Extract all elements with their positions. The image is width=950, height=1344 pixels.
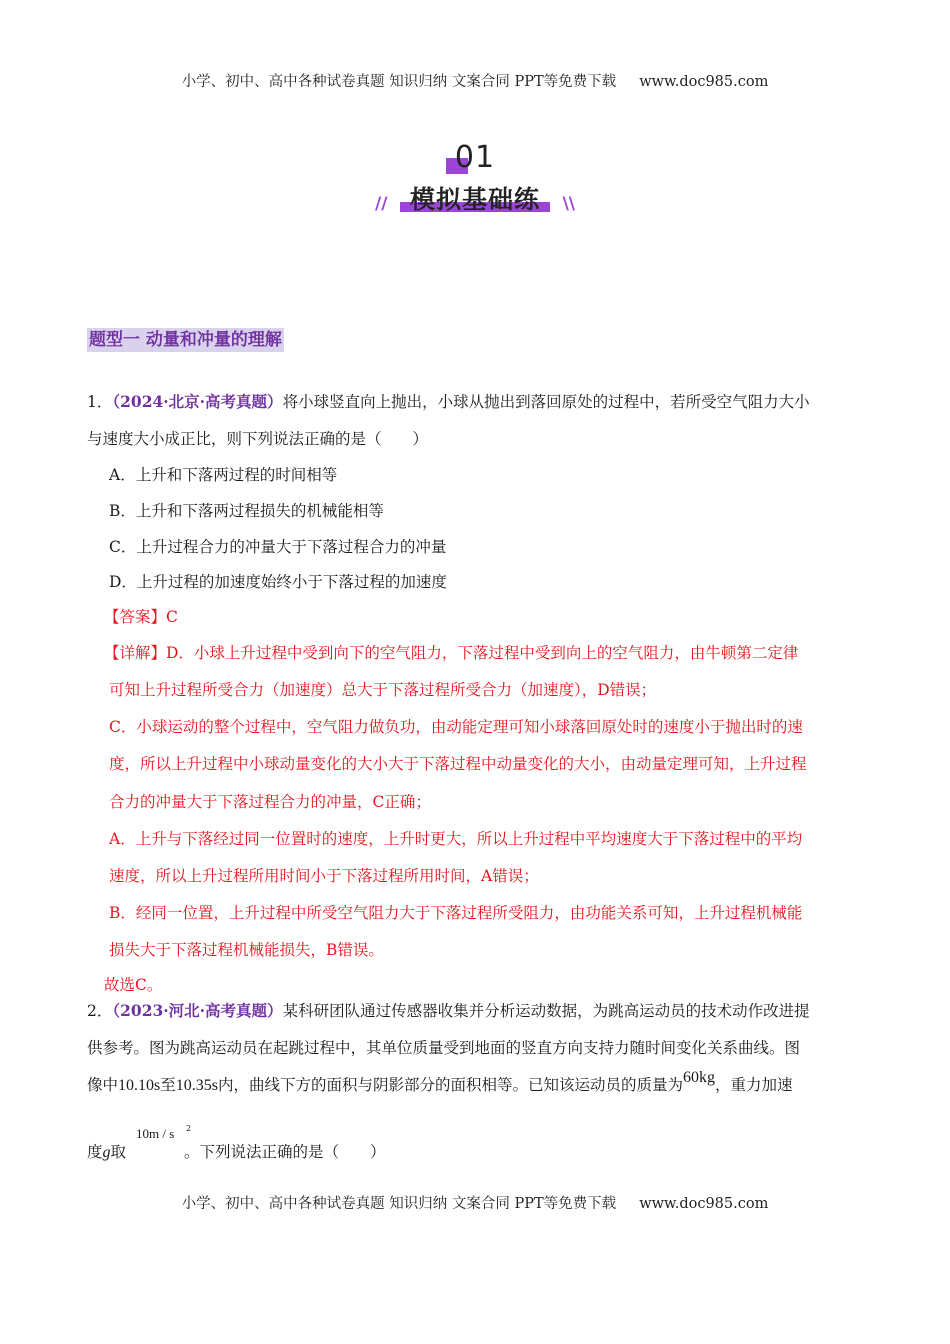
q1-detail-line: C．小球运动的整个过程中，空气阻力做负功，由动能定理可知小球落回原处时的速度小于抛出时的速 (109, 718, 803, 736)
q1-detail-line: 可知上升过程所受合力（加速度）总大于下落过程所受合力（加速度），D错误； (109, 681, 657, 699)
badge-slash-left: // (375, 194, 388, 214)
q2-stem-1: 某科研团队通过传感器收集并分析运动数据，为跳高运动员的技术动作改进提 (282, 1002, 810, 1020)
q1-option-d: D．上升过程的加速度始终小于下落过程的加速度 (109, 573, 447, 591)
q2-g-symbol: g (102, 1144, 111, 1161)
page-footer: 小学、初中、高中各种试卷真题 知识归纳 文案合同 PPT等免费下载 www.doc985.com (181, 1196, 769, 1212)
q1-detail-line: 度，所以上升过程中小球动量变化的大小大于下落过程中动量变化的大小，由动量定理可知，上升过程 (109, 755, 807, 773)
q2-stem-2: 供参考。图为跳高运动员在起跳过程中，其单位质量受到地面的竖直方向支持力随时间变化关系曲线。图 (87, 1039, 801, 1057)
section-badge (375, 140, 575, 220)
q1-option-a: A．上升和下落两过程的时间相等 (109, 466, 338, 484)
q1-option-c: C．上升过程合力的冲量大于下落过程合力的冲量 (109, 538, 447, 556)
q2-stem-4c: 。下列说法正确的是（ ） (184, 1143, 386, 1161)
q2-time-start: 10.10s (118, 1077, 161, 1094)
q1-stem-2: 与速度大小成正比，则下列说法正确的是（ ） (87, 430, 429, 448)
q1-detail-line: A．上升与下落经过同一位置时的速度，上升时更大，所以上升过程中平均速度大于下落过程中的平均 (109, 830, 803, 848)
q2-stem-3d: ，重力加速 (715, 1076, 793, 1094)
q2-g-value: 10m / s (136, 1126, 175, 1141)
q2-time-end: 10.35s (175, 1077, 218, 1094)
q1-detail-line: 合力的冲量大于下落过程合力的冲量，C正确； (109, 793, 431, 811)
q1-conclusion: 故选C。 (104, 976, 163, 994)
q2-stem-line-3 (87, 1069, 793, 1095)
q2-stem-3a: 像中 (87, 1076, 119, 1094)
q2-source: （2023·河北·高考真题） (112, 1001, 283, 1020)
q1-answer: 【答案】C (104, 608, 178, 626)
q1-source: （2024·北京·高考真题） (112, 392, 283, 411)
q2-stem-3c: 内，曲线下方的面积与阴影部分的面积相等。已知该运动员的质量为 (218, 1076, 684, 1094)
page-header: 小学、初中、高中各种试卷真题 知识归纳 文案合同 PPT等免费下载 www.doc985.com (181, 74, 769, 90)
q1-detail-line: 【详解】D．小球上升过程中受到向下的空气阻力，下落过程中受到向上的空气阻力，由牛顿第二定律 (104, 644, 799, 662)
q2-mass: 60kg (683, 1069, 716, 1086)
badge-slash-right: \\ (562, 194, 575, 214)
q1-number: 1． (87, 393, 113, 411)
q2-stem-line-4 (87, 1140, 386, 1162)
q1-detail-line: B．经同一位置，上升过程中所受空气阻力大于下落过程所受阻力，由功能关系可知，上升过程机械能 (109, 904, 803, 922)
q1-option-b: B．上升和下落两过程损失的机械能相等 (109, 502, 384, 520)
badge-number: 01 (454, 140, 496, 175)
q2-stem-4b: 取 (110, 1143, 127, 1161)
q2-stem-line-1 (87, 999, 810, 1021)
q2-stem-3b: 至 (160, 1076, 176, 1094)
badge-title: 模拟基础练 (409, 185, 540, 214)
question-type-title: 题型一 动量和冲量的理解 (89, 330, 282, 350)
q1-detail-line: 损失大于下落过程机械能损失，B错误。 (109, 941, 384, 959)
q2-number: 2． (87, 1002, 113, 1020)
q1-detail-line: 速度，所以上升过程所用时间小于下落过程所用时间，A错误； (109, 867, 539, 885)
q1-stem-1: 将小球竖直向上抛出，小球从抛出到落回原处的过程中，若所受空气阻力大小 (282, 393, 810, 411)
q2-g-exponent: 2 (186, 1124, 192, 1133)
q2-stem-4a: 度 (87, 1143, 103, 1161)
q1-stem-line-1 (87, 390, 810, 412)
